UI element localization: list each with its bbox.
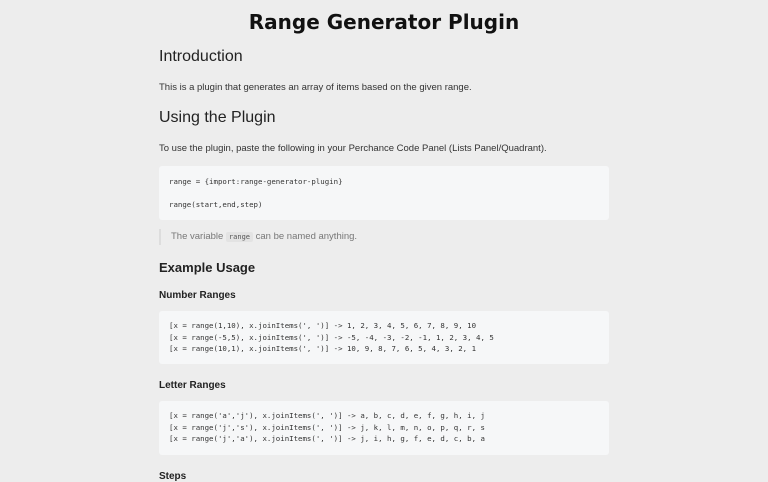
using-heading: Using the Plugin: [159, 109, 276, 126]
page-title: Range Generator Plugin: [248, 10, 520, 34]
note-text-before: The variable: [171, 231, 226, 242]
letter-ranges-code-block[interactable]: [x = range('a','j'), x.joinItems(', ')] -> a, b, c, d, e, f, g, h, i, j [x = range('j','s'), x.joinItems(', ')] -> j, k, l, m, n, o, p, q, r, s [x = range('j','a'), x.joinItems(', ')] -> j, i, h, g, f, e, d, c, b, a: [159, 401, 609, 455]
introduction-heading: Introduction: [159, 48, 243, 65]
note-text-after: can be named anything.: [253, 231, 358, 242]
letter-ranges-heading: Letter Ranges: [159, 380, 226, 391]
introduction-text: This is a plugin that generates an array of items based on the given range.: [159, 82, 472, 93]
number-ranges-heading: Number Ranges: [159, 290, 236, 301]
note-blockquote: [159, 229, 357, 245]
example-heading: Example Usage: [159, 260, 256, 275]
note-inline-code: range: [226, 232, 253, 242]
using-text: To use the plugin, paste the following in your Perchance Code Panel (Lists Panel/Quadrant).: [159, 143, 547, 154]
number-ranges-code-block[interactable]: [x = range(1,10), x.joinItems(', ')] -> 1, 2, 3, 4, 5, 6, 7, 8, 9, 10 [x = range(-5,5), x.joinItems(', ')] -> -5, -4, -3, -2, -1, 1, 2, 3, 4, 5 [x = range(10,1), x.joinItems(', ')] -> 10, 9, 8, 7, 6, 5, 4, 3, 2, 1: [159, 311, 609, 364]
steps-heading: Steps: [159, 471, 187, 482]
import-code-block[interactable]: range = {import:range-generator-plugin} range(start,end,step): [159, 166, 609, 220]
